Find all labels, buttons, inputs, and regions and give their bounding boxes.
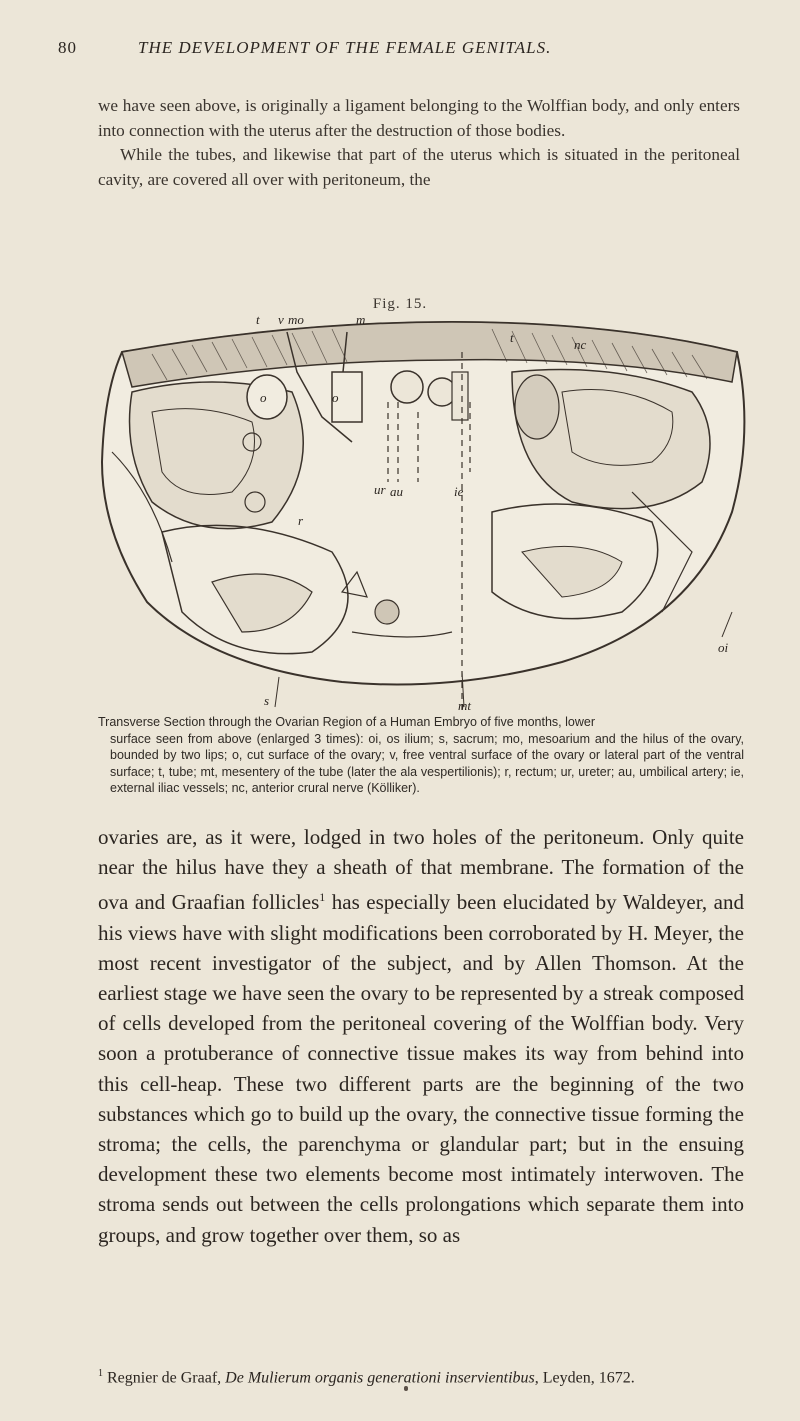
intro-paragraph-2: While the tubes, and likewise that part of the uterus which is situated in the peritoneal cavity, are covered all over with peritoneum, the xyxy=(98,145,740,189)
footnote-text-before: Regnier de Graaf, xyxy=(103,1369,226,1387)
label-v: v xyxy=(278,312,284,327)
label-m: m xyxy=(356,312,366,327)
label-t-left: t xyxy=(256,312,260,327)
label-mt: mt xyxy=(458,698,471,712)
label-mo: mo xyxy=(288,312,304,327)
label-ur: ur xyxy=(374,482,386,497)
caption-body: surface seen from above (enlarged 3 times): oi, os ilium; s, sacrum; mo, mesoarium and the hilus of the ovary, bounded by two lips; o, cut surface of the ovary; v, free ventral surface of the ovary or lateral part of the ventral surface; t, tube; mt, mesentery of the tube (later the ala vespertilionis); r, rectum; ur, ureter; au, umbilical artery; ie, external iliac vessels; nc, anterior crural nerve (Kölliker). xyxy=(110,731,744,796)
intro-text xyxy=(98,94,740,192)
figure-caption xyxy=(98,714,744,797)
label-r: r xyxy=(298,513,304,528)
anatomical-figure xyxy=(92,312,752,712)
intro-paragraph-1: we have seen above, is originally a ligament belonging to the Wolffian body, and only enters into connection with the uterus after the destruction of those bodies. xyxy=(98,96,740,140)
footnote xyxy=(98,1364,744,1388)
page-number: 80 xyxy=(58,38,77,57)
label-nc: nc xyxy=(574,337,587,352)
footnote-marker: 1 xyxy=(98,1368,103,1379)
label-s: s xyxy=(264,693,270,708)
label-oi: oi xyxy=(718,640,729,655)
label-t-right: t xyxy=(510,330,514,345)
label-o-left: o xyxy=(260,390,267,405)
figure-label: Fig. 15. xyxy=(372,296,428,312)
label-o-center: o xyxy=(332,390,339,405)
footnote-ref: 1 xyxy=(319,890,326,905)
main-text-part-1: ovaries are, as it were, lodged in two holes of the peritoneum. Only quite near the hilus have they a sheath of that membrane. The formation of the ova and Graafian follicles xyxy=(98,825,744,915)
running-title: THE DEVELOPMENT OF THE FEMALE GENITALS. xyxy=(138,38,552,57)
main-text-part-2: has especially been elucidated by Waldeyer, and his views have with slight modifications been corroborated by H. Meyer, the most recent investigator of the subject, and by Allen Thomson. At the earliest stage we have seen the ovary to be represented by a streak composed of cells developed from the peritoneal covering of the Wolffian body. Very soon a protuberance of connective tissue makes its way from behind into this cell-heap. These two different parts are the beginning of the two substances which go to build up the ovary, the connective tissue forming the stroma; the cells, the parenchyma or glandular part; but in the ensuing development these two elements become most intimately interwoven. The stroma sends out between the cells prolongations which separate them into groups, and grow together over them, so as xyxy=(98,890,744,1247)
caption-first-line: Transverse Section through the Ovarian Region of a Human Embryo of five months, lower xyxy=(98,715,595,729)
main-text xyxy=(98,822,744,1250)
label-au: au xyxy=(390,484,403,499)
print-speck xyxy=(404,1386,408,1391)
footnote-text-after: , Leyden, 1672. xyxy=(534,1369,635,1387)
label-ie: ie xyxy=(454,484,464,499)
footnote-title: De Mulierum organis generationi inservientibus xyxy=(225,1369,535,1387)
